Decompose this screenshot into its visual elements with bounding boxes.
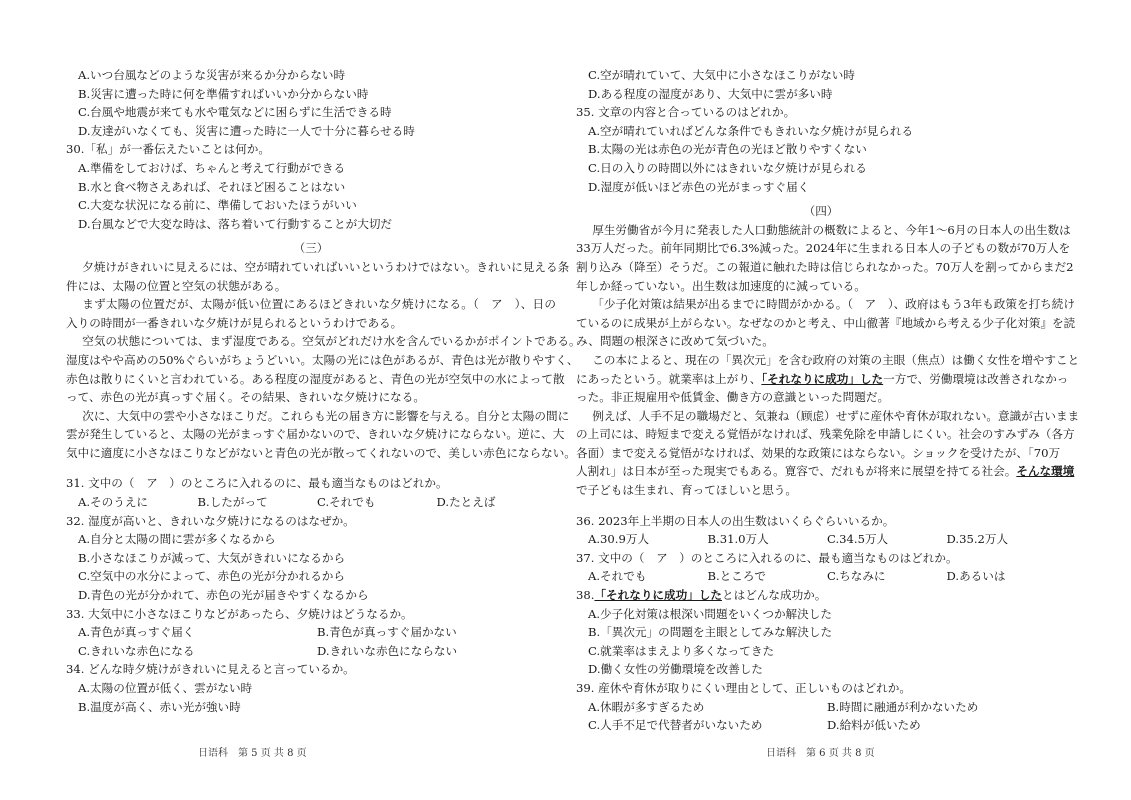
left-page bbox=[66, 66, 581, 716]
passage4-line: 割り込み（降至）そうだ。この報道に触れた時は信じられなかった。70万人を割ってからまだ2 bbox=[576, 259, 1074, 274]
q31-option-b: B.したがって bbox=[197, 495, 268, 510]
q32-option-c: C.空気中の水分によって、赤色の光が分かれるから bbox=[78, 569, 345, 584]
passage3-line: 赤色は散りにくいと言われている。ある程度の湿度があると、青色の光が空気中の水によって散 bbox=[66, 371, 565, 386]
passage4-line: 各面）まで変える覚悟がなければ、効果的な政策にはならない。ショックを受けたが、「70万 bbox=[576, 445, 1061, 460]
passage4-line: この本によると、現在の「異次元」を含む政府の対策の主眼（焦点）は働く女性を増やすこと bbox=[592, 352, 1080, 367]
q31-options bbox=[66, 493, 556, 512]
q36-option-a: A.30.9万人 bbox=[588, 532, 650, 547]
q33-option-a: A.青色が真っすぐ届く bbox=[78, 625, 195, 640]
q31-question: 31. 文中の（ ア ）のところに入れるのに、最も適当なものはどれか。 bbox=[66, 476, 448, 491]
passage3-line: 夕焼けがきれいに見えるには、空が晴れていればいいというわけではない。きれいに見える条 bbox=[82, 259, 570, 274]
q33-options-row2 bbox=[66, 642, 556, 661]
q39-options-row2 bbox=[576, 716, 1066, 735]
q39-option-b: B.時間に融通が利かないため bbox=[827, 699, 979, 714]
q36-option-c: C.34.5万人 bbox=[827, 532, 889, 547]
passage4-line: で子どもは生まれ、育ってほしいと思う。 bbox=[576, 483, 797, 498]
passage4-line: 例えば、人手不足の職場だと、気兼ね（顾虑）せずに産休や育休が取れない。意識が古いまま bbox=[592, 408, 1080, 423]
q39-question: 39. 産休や育休が取りにくい理由として、正しいものはどれか。 bbox=[576, 681, 911, 695]
q29-option-d: D.友達がいなくても、災害に遭った時に一人で十分に暮らせる時 bbox=[78, 123, 415, 138]
q35-option-d: D.湿度が低いほど赤色の光がまっすぐ届く bbox=[588, 179, 810, 194]
passage3-line: って、赤色の光が真っすぐ届く。その結果、きれいな夕焼けになる。 bbox=[66, 390, 425, 405]
q38-text: とはどんな成功か。 bbox=[722, 588, 827, 603]
q39-option-d: D.給料が低いため bbox=[827, 718, 921, 733]
q37-option-a: A.それでも bbox=[588, 569, 647, 584]
passage4-line bbox=[576, 370, 1069, 389]
q36-question: 36. 2023年上半期の日本人の出生数はいくらぐらいいるか。 bbox=[576, 513, 895, 528]
passage4-line bbox=[576, 462, 1075, 481]
passage3-line: まず太陽の位置だが、太陽が低い位置にあるほどきれいな夕焼けになる。（ ア ）、日の入りの時間が一番きれいな夕焼けが見られるというわけである。 bbox=[66, 297, 556, 330]
q39-options-row1 bbox=[576, 698, 1066, 717]
q36-option-d: D.35.2万人 bbox=[946, 532, 1009, 547]
q32-option-a: A.自分と太陽の間に雲が多くなるから bbox=[78, 532, 276, 547]
q38-option-d: D.働く女性の労働環境を改善した bbox=[588, 662, 763, 677]
passage4-line: み、問題の根深さに改めて気づいた。 bbox=[576, 334, 774, 349]
underlined-phrase: そんな環境 bbox=[1016, 464, 1075, 479]
q29-option-c: C.台風や地震が来ても水や電気などに困らずに生活できる時 bbox=[78, 105, 392, 120]
q38-option-a: A.少子化対策は根深い問題をいくつか解決した bbox=[588, 606, 832, 621]
passage4-line: ているのに成果が上がらない。なぜなのかと考え、中山徹著『地域から考える少子化対策』を読 bbox=[576, 315, 1076, 330]
q30-option-d: D.台風などで大変な時は、落ち着いて行動することが大切だ bbox=[78, 216, 393, 231]
q29-option-b: B.災害に遭った時に何を準備すればいいか分からない時 bbox=[78, 86, 369, 101]
passage4-text: 一方で、労働環境は改善されなかっ bbox=[883, 371, 1069, 386]
q38-question bbox=[576, 586, 1066, 605]
q38-option-c: C.就業率はまえより多くなってきた bbox=[588, 643, 775, 658]
q33-options-row1 bbox=[66, 623, 556, 642]
passage4-text: 人割れ」は日本が至った現実でもある。寛容で、だれもが将来に展望を持てる社会。 bbox=[576, 464, 1017, 479]
passage4-line: 「少子化対策は結果が出るまでに時間がかかる。（ ア ）、政府はもう3年も政策を打ち続け bbox=[592, 297, 1075, 312]
q37-options bbox=[576, 567, 1066, 586]
q33-question: 33. 大気中に小さなほこりなどがあったら、夕焼けはどうなるか。 bbox=[66, 606, 413, 621]
q34-option-d: D.ある程度の湿度があり、大気中に雲が多い時 bbox=[588, 86, 833, 101]
q35-question: 35. 文章の内容と合っているのはどれか。 bbox=[576, 105, 796, 120]
passage3-line: 気中に適度に小さなほこりなどがないと青色の光が散ってくれないので、美しい赤色にならない。 bbox=[66, 445, 576, 460]
underlined-phrase: 「それなりに成功」した bbox=[594, 588, 722, 603]
page-footer-left: 日语科 第 5 页 共 8 页 bbox=[198, 748, 307, 759]
q35-option-b: B.太陽の光は赤色の光が青色の光ほど散りやすくない bbox=[588, 142, 867, 157]
q30-option-c: C.大変な状況になる前に、準備しておいたほうがいい bbox=[78, 198, 357, 213]
q31-option-a: A.そのうえに bbox=[78, 495, 149, 510]
q30-option-b: B.水と食べ物さえあれば、それほど困ることはない bbox=[78, 179, 346, 194]
passage3-line: 湿度はやや高めの50%ぐらいがちょうどいい。太陽の光には色があるが、青色は光が散りやすく、 bbox=[66, 352, 579, 367]
q34-option-b: B.温度が高く、赤い光が強い時 bbox=[78, 699, 241, 714]
passage4-line: った。非正規雇用や低賃金、働き方の意識といった問題だ。 bbox=[576, 390, 890, 405]
q35-option-a: A.空が晴れていればどんな条件でもきれいな夕焼けが見られる bbox=[588, 123, 914, 138]
section-3-title: （三） bbox=[293, 241, 329, 256]
q34-option-c: C.空が晴れていて、大気中に小さなほこりがない時 bbox=[588, 68, 855, 82]
q33-option-d: D.きれいな赤色にならない bbox=[317, 643, 458, 658]
q37-option-b: B.ところで bbox=[707, 569, 766, 584]
q32-option-d: D.青色の光が分かれて、赤色の光が届きやすくなるから bbox=[78, 588, 369, 603]
q32-question: 32. 湿度が高いと、きれいな夕焼けになるのはなぜか。 bbox=[66, 513, 355, 528]
q33-option-c: C.きれいな赤色になる bbox=[78, 643, 195, 658]
passage3-line: 次に、大気中の雲や小さなほこりだ。これらも光の届き方に影響を与える。自分と太陽の間に bbox=[82, 408, 570, 423]
passage4-text: にあったという。就業率は上がり、 bbox=[576, 371, 762, 386]
passage3-line: 空気の状態については、まず湿度である。空気がどれだけ水を含んでいるかがポイントである。 bbox=[82, 334, 581, 349]
q37-option-d: D.あるいは bbox=[946, 569, 1006, 584]
q34-option-a: A.太陽の位置が低く、雲がない時 bbox=[78, 681, 253, 695]
passage4-line: 33万人だった。前年同期比で6.3%減った。2024年に生まれる日本人の子どもの数が70万人を bbox=[576, 241, 1071, 256]
page-footer-right: 日语科 第 6 页 共 8 页 bbox=[766, 748, 875, 759]
q29-option-a: A.いつ台風などのような災害が来るか分からない時 bbox=[78, 68, 346, 82]
q30-option-a: A.準備をしておけば、ちゃんと考えて行動ができる bbox=[78, 160, 346, 175]
passage3-line: 件には、太陽の位置と空気の状態がある。 bbox=[66, 278, 287, 293]
q32-option-b: B.小さなほこりが減って、大気がきれいになるから bbox=[78, 550, 346, 565]
q37-question: 37. 文中の（ ア ）のところに入れるのに、最も適当なものはどれか。 bbox=[576, 550, 958, 565]
q33-option-b: B.青色が真っすぐ届かない bbox=[317, 625, 457, 640]
section-4-title: （四） bbox=[803, 204, 839, 219]
q31-option-c: C.それでも bbox=[317, 495, 376, 510]
passage4-line: 年しか経っていない。出生数は加速度的に減っている。 bbox=[576, 278, 866, 293]
q34-question: 34. どんな時夕焼けがきれいに見えると言っているか。 bbox=[66, 662, 355, 677]
passage4-line: 厚生労働省が今月に発表した人口動態統計の概数によると、今年1～6月の日本人の出生数は bbox=[592, 222, 1071, 237]
right-page bbox=[576, 66, 1080, 735]
q36-option-b: B.31.0万人 bbox=[707, 532, 769, 547]
q37-option-c: C.ちなみに bbox=[827, 569, 886, 584]
q39-option-a: A.休暇が多すぎるため bbox=[588, 699, 705, 714]
q38-option-b: B.「異次元」の問題を主眼としてみな解決した bbox=[588, 625, 833, 640]
q30-question: 30.「私」が一番伝えたいことは何か。 bbox=[66, 142, 270, 157]
q36-options bbox=[576, 530, 1066, 549]
q31-option-d: D.たとえば bbox=[436, 495, 496, 510]
passage4-line: の上司には、時短まで変える覚悟がなければ、残業免除を申請しにくい。社会のすみずみ（各方 bbox=[576, 427, 1075, 442]
q39-option-c: C.人手不足で代替者がいないため bbox=[588, 718, 763, 733]
underlined-phrase: 「それなりに成功」した bbox=[761, 371, 884, 386]
q35-option-c: C.日の入りの時間以外にはきれいな夕焼けが見られる bbox=[588, 160, 867, 175]
passage3-line: 雲が発生していると、太陽の光がまっすぐ届かないので、きれいな夕焼けにならない。逆に、大 bbox=[66, 427, 565, 442]
q38-number: 38. bbox=[576, 588, 595, 603]
